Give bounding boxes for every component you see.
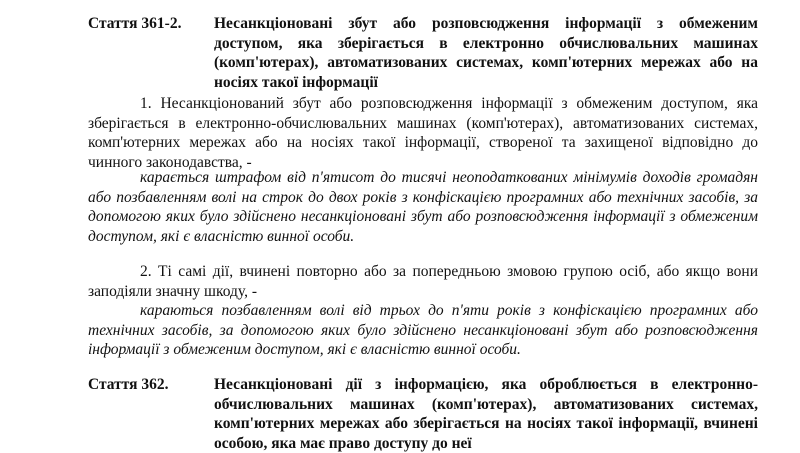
article-title: Несанкціоновані збут або розповсюдження інформації з обмеженим доступом, яка зберігається в електронно обчислювальних машинах (комп'ютерах), автоматизованих системах, комп'ютерних мережах або на носіях такої інформації — [214, 15, 758, 91]
article-361-2-heading — [88, 14, 758, 92]
article-362-heading — [88, 375, 758, 453]
part-2-text: 2. Ті самі дії, вчинені повторно або за попередньою змовою групою осіб, або якщо вони заподіяли значну шкоду, - — [88, 263, 758, 300]
article-number: Стаття 361-2. — [88, 15, 182, 32]
article-title: Несанкціоновані дії з інформацією, яка оброблюється в електронно-обчислювальних машинах (комп'ютерах), автоматизованих системах, комп'ютерних мережах або зберігається на носіях такої інформації, вчинені особою, яка має право доступу до неї — [214, 376, 758, 452]
article-number: Стаття 362. — [88, 376, 169, 393]
part-1-text: 1. Несанкціонований збут або розповсюдження інформації з обмеженим доступом, яка зберігається в електронно-обчислювальних машинах (комп'ютерах), автоматизованих системах, комп'ютерних мережах або на носіях такої інформації, створеної та захищеної відповідно до чинного законодавства, - — [88, 95, 758, 171]
part-1-sanction: карається штрафом від п'ятисот до тисячі неоподаткованих мінімумів доходів громадян або позбавленням волі на строк до двох років з конфіскацією програмних або технічних засобів, за допомогою яких було здійснено несанкціоновані збут або розповсюдження інформації з обмеженим доступом, які є власністю винної особи. — [88, 169, 758, 245]
part-2-sanction: караються позбавленням волі від трьох до п'яти років з конфіскацією програмних або технічних засобів, за допомогою яких було здійснено несанкціоновані збут або розповсюдження інформації з обмеженим доступом, які є власністю винної особи. — [88, 302, 758, 358]
